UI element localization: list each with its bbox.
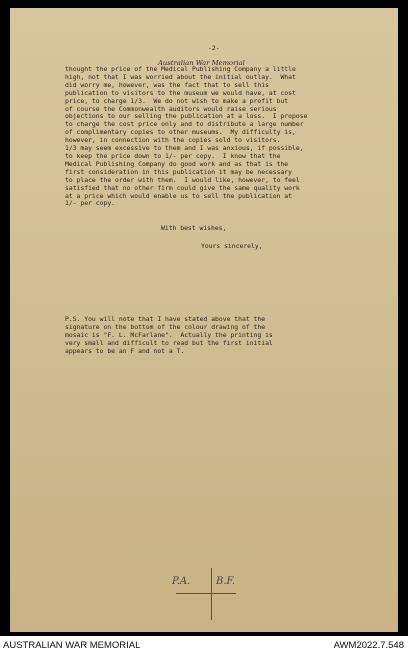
- letter-body: [65, 66, 395, 208]
- body-line: Medical Publishing Company do good work and as that is the: [65, 159, 289, 168]
- body-line: first consideration in this publication it may be necessary: [65, 167, 293, 176]
- body-line: did worry me, however, was the fact that to sell this: [65, 80, 269, 89]
- body-line: of complimentary copies to other museums. My difficulty is,: [65, 128, 296, 137]
- initials-stamp: [170, 566, 250, 622]
- body-line: 1/- per copy.: [65, 199, 116, 208]
- body-line: 1/3 may seem excessive to them and I was anxious, if possible,: [65, 144, 304, 153]
- ps-line: P.S. You will note that I have stated above that the: [65, 315, 266, 323]
- body-line: to keep the price down to 1/- per copy. I know that the: [65, 151, 281, 160]
- institution-label: AUSTRALIAN WAR MEMORIAL: [3, 640, 141, 651]
- body-line: to place the order with them. I would like, however, to feel: [65, 175, 300, 184]
- body-line: publication to visitors to the museum we would have, at cost: [65, 88, 296, 97]
- stamp-initials-right: B.F.: [216, 576, 236, 587]
- ps-line: mosaic is "F. L. McFarlane". Actually the printing is: [65, 330, 273, 339]
- footer-bar: [0, 636, 408, 653]
- body-line: to charge the cost price only and to distribute a large number: [65, 120, 304, 129]
- body-line: high, not that I was worried about the initial outlay. What: [65, 72, 296, 81]
- body-line: satisfied that no other firm could give the same quality work: [65, 183, 300, 192]
- ps-line: appears to be an F and not a T.: [65, 346, 185, 355]
- ps-line: signature on the bottom of the colour drawing of the: [65, 322, 266, 331]
- closing-signoff: Yours sincerely,: [201, 242, 263, 250]
- accession-number: AWM2022.7.548: [333, 640, 404, 651]
- body-line: objections to our selling the publication at a loss. I propose: [65, 112, 308, 121]
- stamp-initials-left: P.A.: [172, 576, 191, 587]
- body-line: thought the price of the Medical Publishing Company a little: [65, 65, 296, 73]
- page-number: -2-: [208, 44, 220, 52]
- letterhead: Australian War Memorial: [158, 59, 245, 67]
- body-line: at a price which would enable us to sell the publication at: [65, 191, 293, 200]
- closing-wishes: With best wishes,: [161, 224, 227, 232]
- ps-line: very small and difficult to read but the first initial: [65, 338, 273, 347]
- body-line: of course the Commonwealth auditors would raise serious: [65, 104, 277, 113]
- body-line: however, in connection with the copies sold to visitors.: [65, 136, 281, 145]
- letter-page: [10, 8, 398, 632]
- stamp-divider-horizontal: [176, 593, 236, 594]
- body-line: price, to charge 1/3. We do not wish to make a profit but: [65, 96, 289, 105]
- postscript: [65, 316, 395, 356]
- stamp-divider-vertical: [211, 568, 212, 620]
